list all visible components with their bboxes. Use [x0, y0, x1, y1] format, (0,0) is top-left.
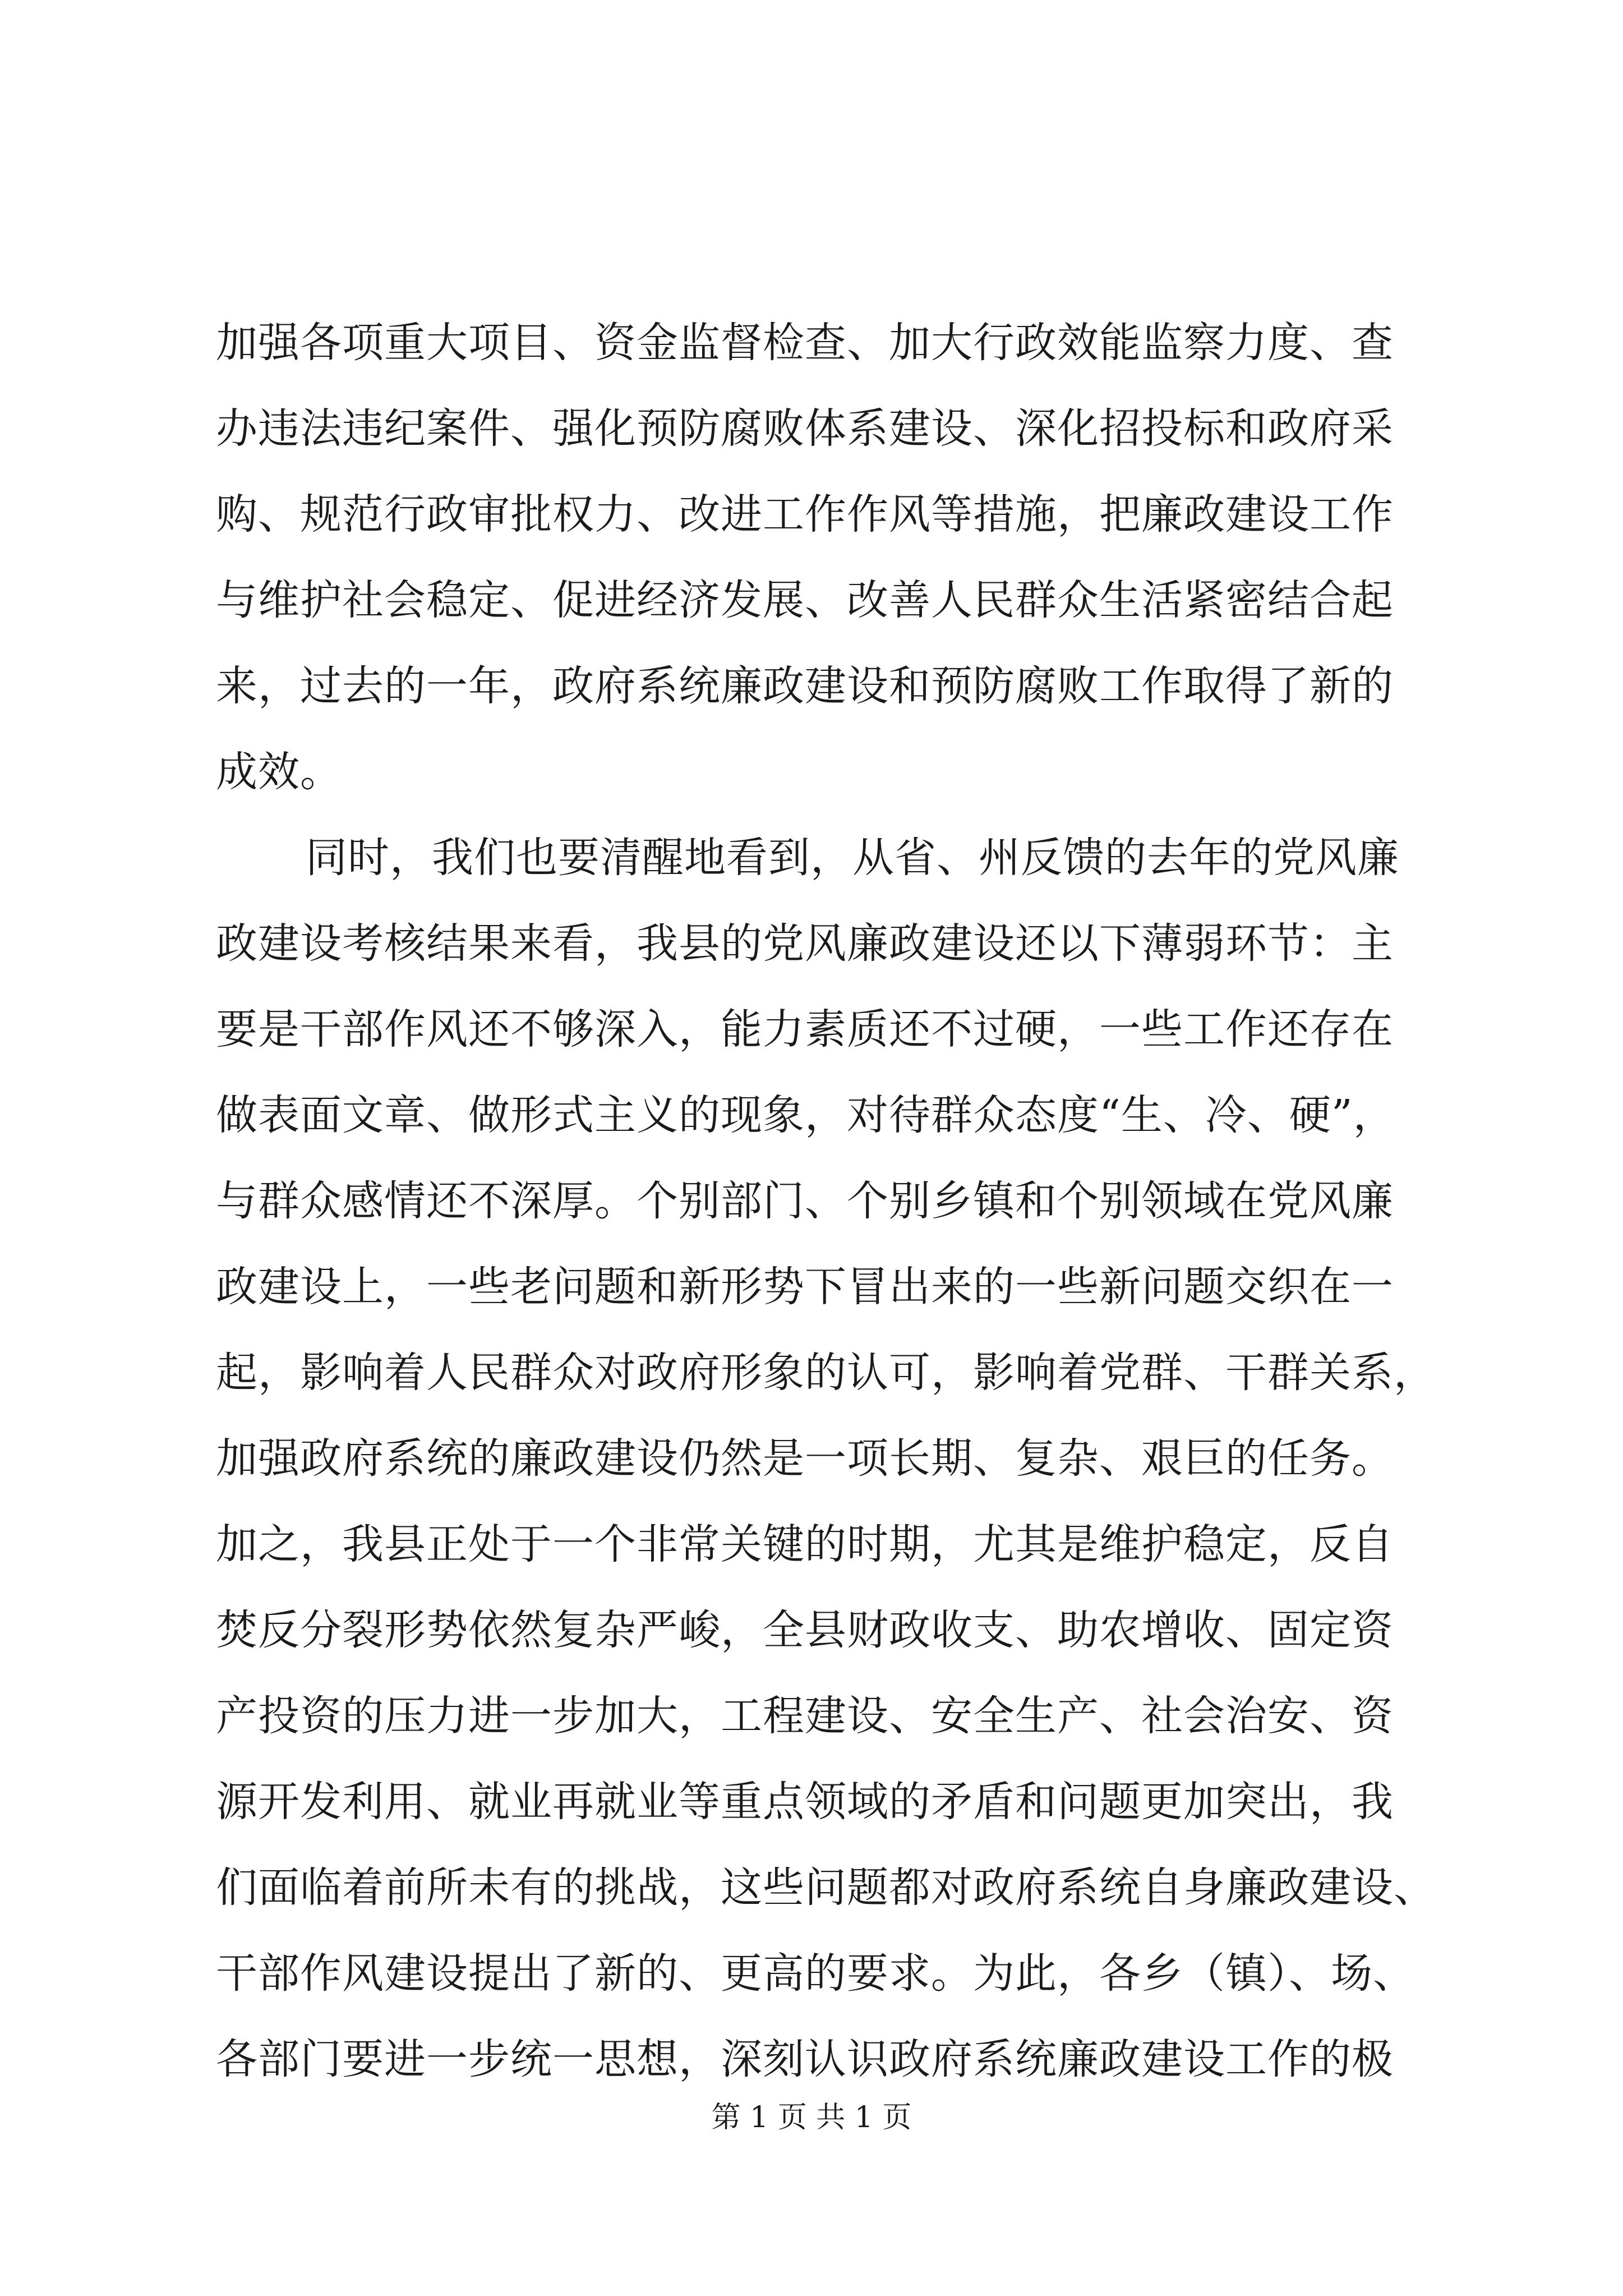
text-line: 源开发利用、就业再就业等重点领域的矛盾和问题更加突出，我	[216, 1778, 1394, 1826]
text-line: 购、规范行政审批权力、改进工作作风等措施，把廉政建设工作	[216, 490, 1394, 539]
text-line: 加强各项重大项目、资金监督检查、加大行政效能监察力度、查	[216, 319, 1394, 367]
text-line: 焚反分裂形势依然复杂严峻，全县财政收支、助农增收、固定资	[216, 1606, 1394, 1654]
text-line: 要是干部作风还不够深入，能力素质还不过硬，一些工作还存在	[216, 1005, 1394, 1053]
text-line: 做表面文章、做形式主义的现象，对待群众态度“生、冷、硬”，	[216, 1091, 1395, 1139]
text-line: 来，过去的一年，政府系统廉政建设和预防腐败工作取得了新的	[216, 662, 1394, 710]
text-line: 们面临着前所未有的挑战，这些问题都对政府系统自身廉政建设、	[216, 1864, 1436, 1912]
text-line: 起，影响着人民群众对政府形象的认可，影响着党群、干群关系，	[216, 1349, 1436, 1397]
text-line: 成效。	[216, 748, 342, 796]
text-line: 产投资的压力进一步加大，工程建设、安全生产、社会治安、资	[216, 1692, 1394, 1740]
text-line: 政建设考核结果来看，我县的党风廉政建设还以下薄弱环节：主	[216, 919, 1394, 968]
page-footer	[0, 2098, 1623, 2137]
text-line: 加强政府系统的廉政建设仍然是一项长期、复杂、艰巨的任务。	[216, 1434, 1394, 1483]
text-line: 各部门要进一步统一思想，深刻认识政府系统廉政建设工作的极	[216, 2035, 1394, 2083]
text-line: 与群众感情还不深厚。个别部门、个别乡镇和个别领域在党风廉	[216, 1177, 1394, 1225]
text-line: 加之，我县正处于一个非常关键的时期，尤其是维护稳定，反自	[216, 1520, 1394, 1568]
text-line: 干部作风建设提出了新的、更高的要求。为此，各乡（镇）、场、	[216, 1949, 1415, 1998]
page-number-label: 第 1 页 共 1 页	[711, 2101, 912, 2134]
text-line: 政建设上，一些老问题和新形势下冒出来的一些新问题交织在一	[216, 1263, 1394, 1311]
body-text	[216, 300, 1436, 2102]
text-line: 办违法违纪案件、强化预防腐败体系建设、深化招投标和政府采	[216, 404, 1394, 453]
paragraph-first-line: 同时，我们也要清醒地看到，从省、州反馈的去年的党风廉	[306, 834, 1399, 882]
text-line: 与维护社会稳定、促进经济发展、改善人民群众生活紧密结合起	[216, 576, 1394, 624]
